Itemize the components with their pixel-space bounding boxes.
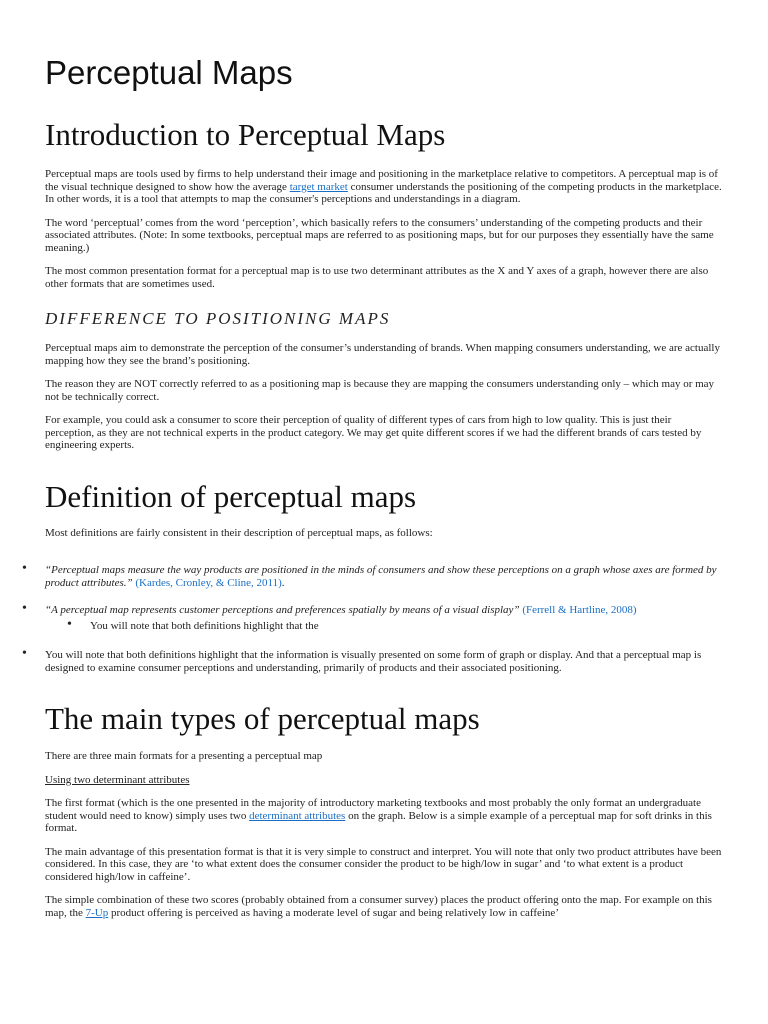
intro-paragraph-3: The most common presentation format for a perceptual map is to use two determinant attributes as the X and Y axes of a graph, however there are also other formats that are sometimes used. <box>45 265 709 290</box>
definition-bullet-3: • You will note that both definitions highlight that the information is visually presented on some form of graph or display. And that a perceptual map is designed to examine consumer perceptions and understanding, primarily of products and their associated positioning. <box>45 649 723 674</box>
difference-paragraph-2: The reason they are NOT correctly referred to as a positioning map is because they are mapping the consumers understanding only – which may or may not be technically correct. <box>45 378 715 403</box>
types-intro: There are three main formats for a presenting a perceptual map <box>45 750 323 762</box>
intro-p1-text-b: consumer understands the positioning of the competing products in the marketplace. In other words, it is a tool that attempts to map the consumer's perceptions and understandings in a diagram. <box>45 180 722 205</box>
7up-link[interactable]: 7-Up <box>85 906 109 919</box>
difference-paragraph-3: For example, you could ask a consumer to score their perception of quality of different types of cars from high to low quality. This is just their perception, as they are not technical experts in the product category. We may get quite different scores if we had the different brands of cars tested by engineering experts. <box>45 414 702 451</box>
types-p1-text-a: The first format (which is the one presented in the majority of introductory marketing textbooks and most probably the only format an undergraduate student would need to know) simply uses two <box>45 797 701 822</box>
definition-quote-2 <box>45 604 723 617</box>
quote-2-text: “A perceptual map represents customer perceptions and preferences spatially by means of a visual display” <box>45 604 520 616</box>
definition-list <box>45 564 723 674</box>
types-paragraph-3 <box>45 894 723 919</box>
types-heading: The main types of perceptual maps <box>45 701 480 736</box>
intro-paragraph-1 <box>45 168 723 206</box>
definition-quote-1 <box>45 564 723 589</box>
determinant-attributes-link[interactable]: determinant attributes <box>249 809 346 822</box>
intro-paragraph-2: The word ‘perceptual’ comes from the word ‘perception’, which basically refers to the consumers’ understanding of the competing products and their associated attributes. (Note: In some textbooks, perceptual maps are referred to as positioning maps, but for our purposes they essentially have the same meaning.) <box>45 216 714 254</box>
definition-sub-item: • You will note that both definitions highlight that the <box>90 620 768 633</box>
types-paragraph-1 <box>45 797 723 835</box>
intro-heading: Introduction to Perceptual Maps <box>45 117 446 152</box>
difference-paragraph-1: Perceptual maps aim to demonstrate the perception of the consumer’s understanding of brands. When mapping consumers understanding, we are actually mapping how they see the brand’s positioning. <box>45 342 720 367</box>
types-subheading: Using two determinant attributes <box>45 773 190 786</box>
document-title: Perceptual Maps <box>45 54 293 91</box>
target-market-link[interactable]: target market <box>289 180 348 193</box>
kardes-citation-link[interactable]: (Kardes, Cronley, & Cline, 2011) <box>135 576 282 589</box>
types-paragraph-2: The main advantage of this presentation format is that it is very simple to construct and interpret. You will note that only two product attributes have been considered. In this case, they are ‘to what extent does the consumer consider the product to be high/low in sugar’ and ‘to what extent is a product considered high/low in caffeine’. <box>45 845 722 883</box>
quote-1-text: “Perceptual maps measure the way products are positioned in the minds of consumers and show these perceptions on a graph whose axes are formed by product attributes.” <box>45 564 717 589</box>
types-p3-text-b: product offering is perceived as having a moderate level of sugar and being relatively low in caffeine’ <box>108 906 559 919</box>
definition-heading: Definition of perceptual maps <box>45 478 417 514</box>
intro-p1-text-a: Perceptual maps are tools used by firms to help understand their image and positioning in the marketplace relative to competitors. A perceptual map is of the visual technique designed to show how the average <box>45 168 718 193</box>
definition-intro: Most definitions are fairly consistent in their description of perceptual maps, as follows: <box>45 526 433 539</box>
ferrell-citation-link[interactable]: (Ferrell & Hartline, 2008) <box>522 604 637 616</box>
types-p3-text-a: The simple combination of these two scores (probably obtained from a consumer survey) places the product offering onto the map. For example on this map, the <box>45 894 712 919</box>
quote-1-end: . <box>281 576 285 589</box>
types-p1-text-b: on the graph. Below is a simple example of a perceptual map for soft drinks in this format. <box>45 809 712 834</box>
difference-heading: DIFFERENCE TO POSITIONING MAPS <box>45 309 391 328</box>
